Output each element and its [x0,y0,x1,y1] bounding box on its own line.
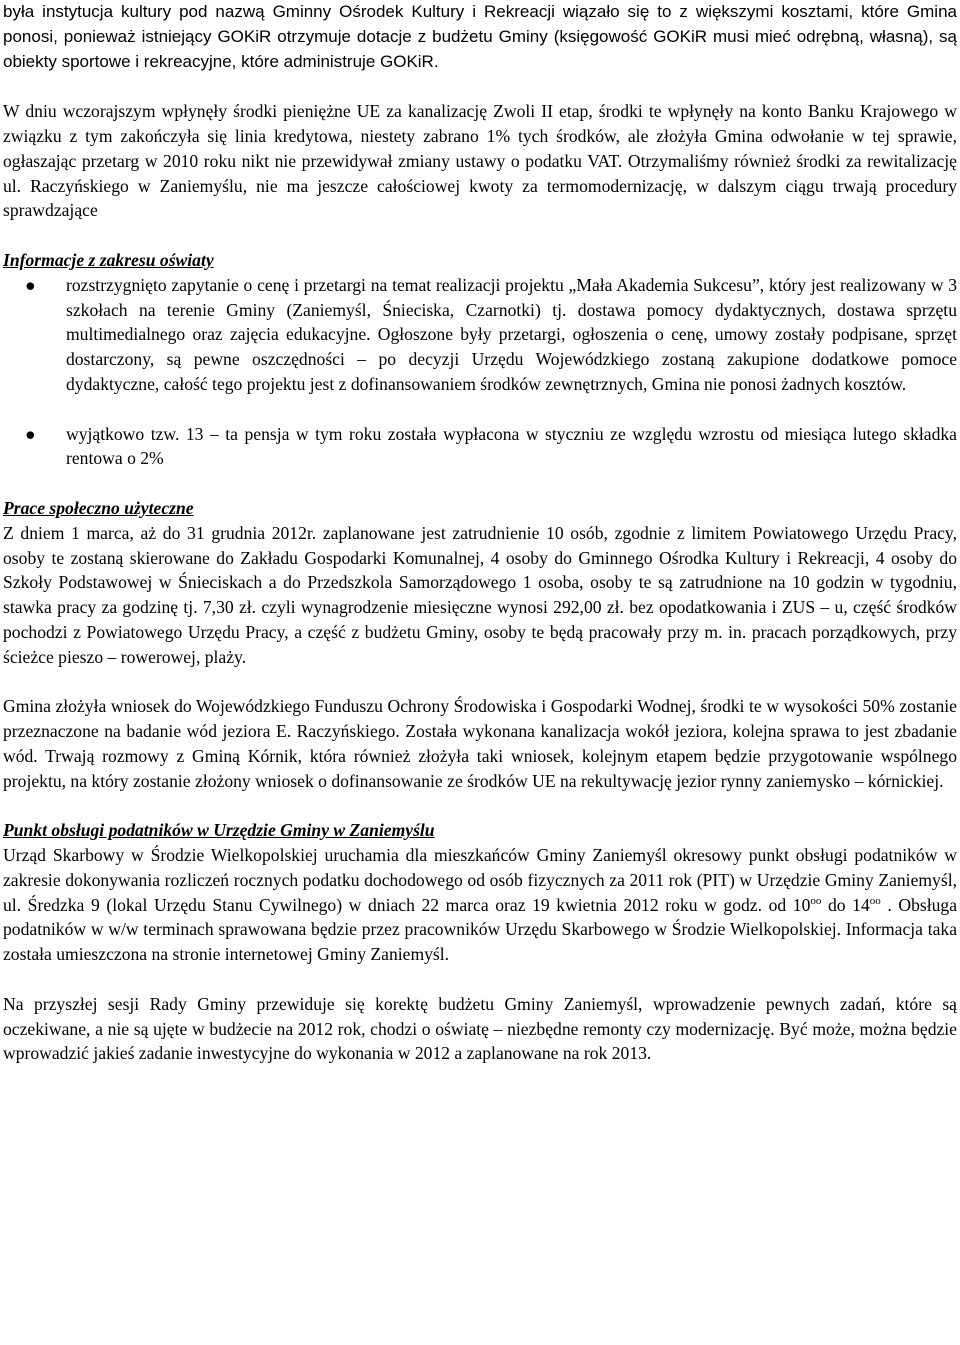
list-spacer [3,397,957,422]
paragraph-tax-office [3,843,957,967]
list-item-text: rozstrzygnięto zapytanie o cenę i przetargi na temat realizacji projektu „Mała Akademia Sukcesu”, który jest realizowany w 3 szkołach na terenie Gminy (Zaniemyśl, Śnieciska, Czarnotki) tj. dostawa pomocy dydaktycznych, dostawa sprzętu multimedialnego oraz zajęcia edukacyjne. Ogłoszone były przetargi, ogłoszenia o cenę, umowy zostały podpisane, sprzęt dostarczony, są pewne oszczędności – po decyzji Urzędu Wojewódzkiego zostaną zakupione dodatkowe pomoce dydaktyczne, całość tego projektu jest z dofinansowaniem środków zewnętrznych, Gmina nie ponosi żadnych kosztów. [66,274,957,394]
education-list [3,273,957,471]
list-item [3,422,957,472]
heading-education: Informacje z zakresu oświaty [3,249,214,270]
superscript-minutes: oo [810,894,822,907]
paragraph-public-works: Z dniem 1 marca, aż do 31 grudnia 2012r. zaplanowane jest zatrudnienie 10 osób, zgodnie z limitem Powiatowego Urzędu Pracy, osoby te zostaną skierowane do Zakładu Gospodarki Komunalnej, 4 osoby do Gminnego Ośrodka Kultury i Rekreacji, 4 osoby do Szkoły Podstawowej w Śnieciskach a do Przedszkola Samorządowego 1 osoba, osoby te są zatrudnione na 10 godzin w tygodniu, stawka pracy za godzinę tj. 7,30 zł. czyli wynagrodzenie miesięczne wynosi 292,00 zł. bez opodatkowania i ZUS – u, część środków pochodzi z Powiatowego Urzędu Pracy, a część z budżetu Gminy, osoby te będą pracowały przy m. in. pracach porządkowych, przy ścieżce pieszo – rowerowej, plaży. [3,522,957,667]
tax-office-text-a: Urząd Skarbowy w Środzie Wielkopolskiej uruchamia dla mieszkańców Gminy Zaniemyśl okresowy punkt obsługi podatników w zakresie dokonywania rozliczeń rocznych podatku dochodowego od osób fizycznych za 2011 rok (PIT) w Urzędzie Gminy Zaniemyśl, ul. Średzka 9 (lokal Urzędu Stanu Cywilnego) w dniach 22 marca oraz 19 kwietnia 2012 roku w godz. od 10 [3,845,957,915]
paragraph-next-session: Na przyszłej sesji Rady Gminy przewiduje się korektę budżetu Gminy Zaniemyśl, wprowadzenie pewnych zadań, które są oczekiwane, a nie są ujęte w budżecie na 2012 rok, chodzi o oświatę – niezbędne remonty czy modernizację. Być może, można będzie wprowadzić jakieś zadanie inwestycyjne do wykonania w 2012 a zaplanowane na rok 2013. [3,993,957,1064]
paragraph-eu-funds: W dniu wczorajszym wpłynęły środki pieniężne UE za kanalizację Zwoli II etap, środki te wpłynęły na konto Banku Krajowego w związku z tym zakończyła się linia kredytowa, niestety zabrano 1% tych środków, ale złożyła Gmina odwołanie w tej sprawie, ogłaszając przetarg w 2010 roku nikt nie przewidywał zmiany ustawy o podatku VAT. Otrzymaliśmy również środki za rewitalizację ul. Raczyńskiego w Zaniemyślu, nie ma jeszcze całościowej kwoty za termomodernizację, w dalszym ciągu trwają procedury sprawdzające [3,101,957,221]
heading-taxpayer-service: Punkt obsługi podatników w Urzędzie Gminy w Zaniemyślu [3,820,435,841]
document-page [3,0,957,1066]
tax-office-text-c: . Obsługa podatników w w/w terminach sprawowana będzie przez pracowników Urzędu Skarbowego w Środzie Wielkopolskiej. Informacja taka została umieszczona na stronie internetowej Gminy Zaniemyśl. [3,894,958,965]
paragraph-environment-fund: Gmina złożyła wniosek do Wojewódzkiego Funduszu Ochrony Środowiska i Gospodarki Wodnej, środki te w wysokości 50% zostanie przeznaczone na badanie wód jeziora E. Raczyńskiego. Została wykonana kanalizacja wokół jeziora, kolejna sprawa to jest zbadanie wód. Trwają rozmowy z Gminą Kórnik, która również złożyła taki wniosek, kolejnym etapem będzie przygotowanie wspólnego projektu, na który zostanie złożony wniosek o dofinansowanie ze środków UE na rekultywację jezior rynny zaniemysko – kórnickiej. [3,696,957,791]
list-item-text: wyjątkowo tzw. 13 – ta pensja w tym roku została wypłacona w styczniu ze względu wzrostu od miesiąca lutego składka rentowa o 2% [66,423,957,469]
bullet-icon: ● [25,274,36,295]
bullet-icon: ● [25,423,36,444]
heading-public-works: Prace społeczno użyteczne [3,497,194,518]
superscript-minutes: oo [869,894,881,907]
tax-office-text-b: do 14 [821,894,870,915]
list-item [3,273,957,397]
paragraph-intro: była instytucja kultury pod nazwą Gminny Ośrodek Kultury i Rekreacji wiązało się to z większymi kosztami, które Gmina ponosi, ponieważ istniejący GOKiR otrzymuje dotacje z budżetu Gminy (księgowość GOKiR musi mieć odrębną, własną), są obiekty sportowe i rekreacyjne, które administruje GOKiR. [3,2,957,71]
